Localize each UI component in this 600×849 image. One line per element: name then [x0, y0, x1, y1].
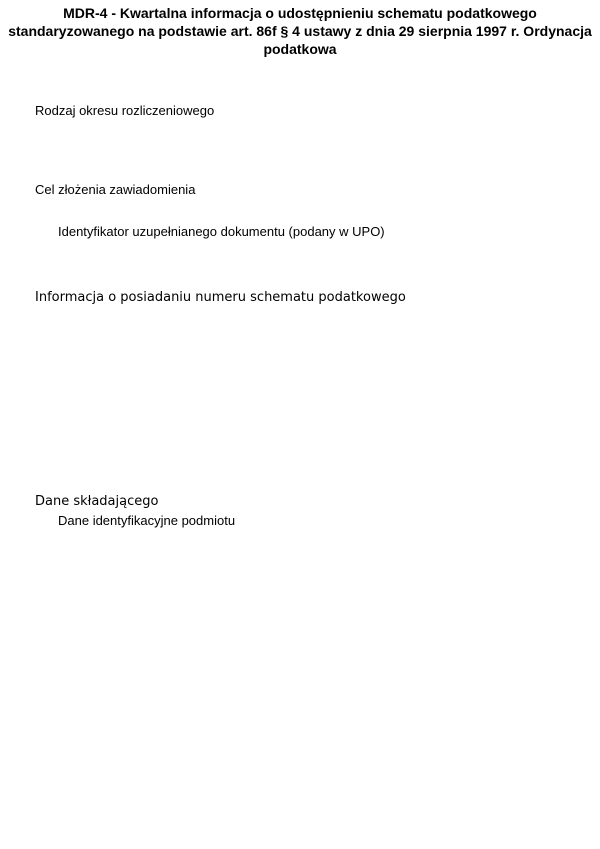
- label-informacja-o-posiadaniu-numeru: Informacja o posiadaniu numeru schematu podatkowego: [35, 290, 406, 305]
- form-title-line-1: MDR-4 - Kwartalna informacja o udostępnieniu schematu podatkowego: [63, 5, 537, 21]
- label-rodzaj-okresu-rozliczeniowego: Rodzaj okresu rozliczeniowego: [35, 103, 215, 118]
- form-title-line-2: standaryzowanego na podstawie art. 86f § 4 ustawy z dnia 29 sierpnia 1997 r. Ordynacja: [8, 23, 592, 39]
- section-heading-dane-identyfikacyjne-podmiotu: Dane identyfikacyjne podmiotu: [58, 513, 236, 528]
- form-title-line-3: podatkowa: [263, 41, 337, 57]
- label-identyfikator-uzupelnianego-dokumentu: Identyfikator uzupełnianego dokumentu (podany w UPO): [58, 224, 385, 239]
- form-title: [0, 4, 600, 58]
- section-heading-dane-skladajacego: Dane składającego: [35, 494, 159, 509]
- label-cel-zlozenia-zawiadomienia: Cel złożenia zawiadomienia: [35, 182, 196, 197]
